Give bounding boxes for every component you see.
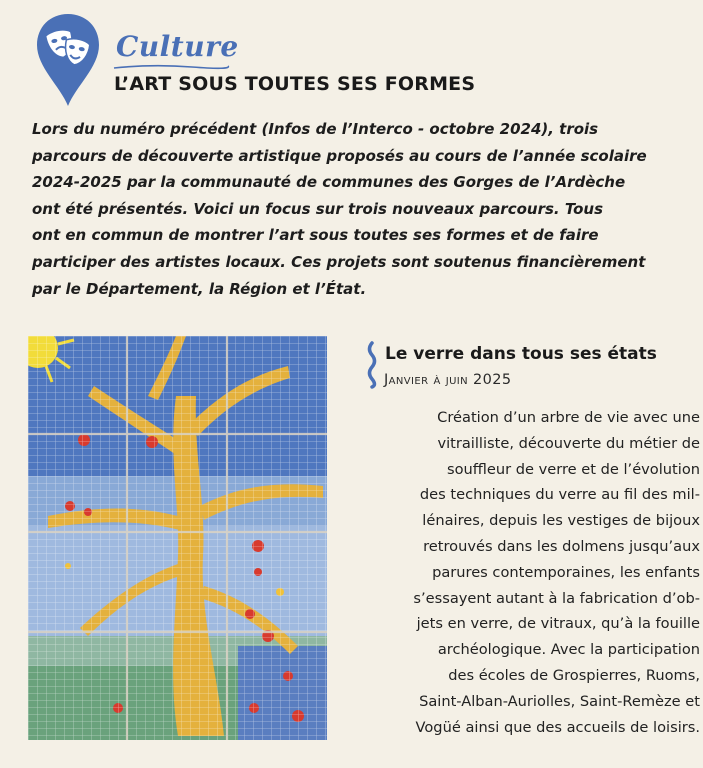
intro-line: Lors du numéro précédent (Infos de l’Interco - octobre 2024), trois [32, 120, 599, 138]
intro-line: participer des artistes locaux. Ces projets sont soutenus financièrement [32, 252, 646, 271]
article-body [367, 405, 700, 740]
intro-line: parcours de découverte artistique proposés au cours de l’année scolaire [32, 146, 647, 165]
squiggle-ornament [366, 341, 378, 389]
section-underline [112, 64, 230, 70]
body-line: archéologique. Avec la participation [437, 641, 700, 659]
mosaic-tree-image [28, 336, 327, 740]
body-line: vitrailliste, découverte du métier de [437, 434, 700, 452]
body-line: lénaires, depuis les vestiges de bijoux [422, 512, 700, 530]
intro-line: par le Département, la Région et l’État. [32, 279, 367, 298]
body-line: Vogüé ainsi que des accueils de loisirs. [415, 718, 700, 736]
body-line: retrouvés dans les dolmens jusqu’aux [423, 537, 700, 555]
article-title: Le verre dans tous ses états [385, 344, 657, 364]
body-line: des écoles de Grospierres, Ruoms, [448, 666, 700, 684]
body-line: souffleur de verre et de l’évolution [446, 460, 700, 478]
intro-paragraph [32, 116, 677, 302]
body-line: des techniques du verre au fil des mil- [419, 486, 700, 504]
section-label: Culture [116, 30, 239, 63]
intro-line: ont en commun de montrer l’art sous toutes ses formes et de faire [32, 226, 599, 245]
body-line: Saint-Alban-Auriolles, Saint-Remèze et [419, 692, 700, 710]
page-title: L’ART SOUS TOUTES SES FORMES [114, 73, 476, 95]
body-line: parures contemporaines, les enfants [432, 563, 700, 581]
theater-masks-icon [34, 12, 102, 108]
body-line: Création d’un arbre de vie avec une [437, 409, 700, 426]
article-date: Janvier à juin 2025 [384, 372, 512, 388]
body-line: jets en verre, de vitraux, qu’à la fouille [416, 615, 700, 633]
intro-line: 2024-2025 par la communauté de communes des Gorges de l’Ardèche [32, 173, 626, 192]
intro-line: ont été présentés. Voici un focus sur trois nouveaux parcours. Tous [32, 199, 604, 218]
body-line: s’essayent autant à la fabrication d’ob- [413, 589, 700, 607]
